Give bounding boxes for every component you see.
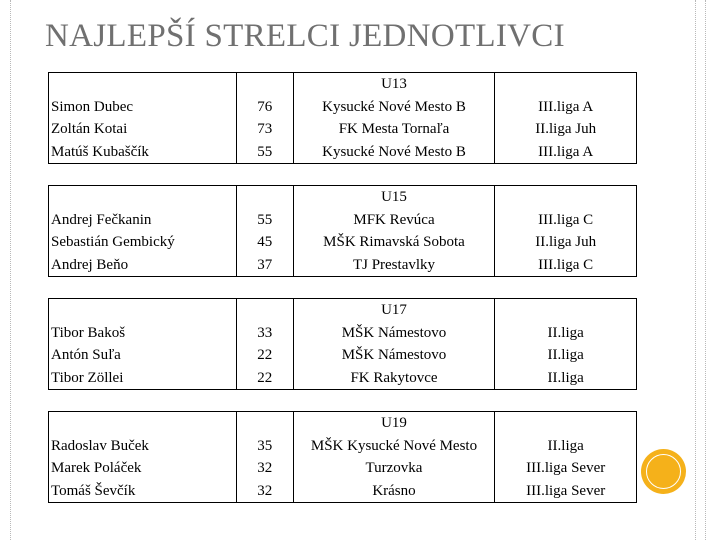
player-goals: 37 [257,256,273,273]
player-name: Tomáš Ševčík [51,482,136,499]
player-club: FK Mesta Tornaľa [338,121,450,137]
category-label: U19 [381,415,407,431]
player-name: Andrej Fečkanin [51,211,152,228]
player-goals: 35 [257,437,273,454]
player-goals: 55 [257,143,273,160]
category-label: U15 [381,189,407,205]
player-name: Simon Dubec [51,98,134,115]
cell-spacer [237,299,293,322]
player-league: II.liga [547,324,584,341]
player-club: Kysucké Nové Mesto B [322,98,466,115]
player-club: MFK Revúca [353,211,435,228]
scorer-table-u17 [48,298,637,390]
player-league: III.liga Sever [526,482,606,499]
player-goals: 32 [257,460,273,476]
player-goals: 22 [257,369,273,386]
clubs-cell [293,186,495,277]
player-club: Kysucké Nové Mesto B [322,143,466,160]
slide-border-left [10,0,11,540]
names-cell [49,73,237,164]
player-goals: 22 [257,347,273,363]
names-cell [49,299,237,390]
cell-spacer [51,299,236,322]
player-name: Tibor Zöllei [51,369,124,386]
cell-spacer [495,412,636,435]
page-title: NAJLEPŠÍ STRELCI JEDNOTLIVCI [45,18,565,54]
category-label: U17 [381,302,407,318]
cell-spacer [237,186,293,209]
slide-border-right [695,0,696,540]
clubs-cell [293,299,495,390]
cell-spacer [51,186,236,209]
cell-spacer [495,299,636,322]
player-league: II.liga Juh [535,234,597,250]
cell-spacer [51,73,236,96]
player-name: Tibor Bakoš [51,324,126,341]
goals-cell [236,186,293,277]
clubs-cell [293,412,495,503]
cell-spacer [51,412,236,435]
cell-spacer [495,186,636,209]
names-cell [49,412,237,503]
player-club: Turzovka [365,460,423,476]
slide-border-right-outer [705,0,706,540]
player-club: MŠK Kysucké Nové Mesto [310,437,478,454]
goals-cell [236,412,293,503]
player-name: Matúš Kubaščík [51,143,149,160]
cell-spacer [237,412,293,435]
player-goals: 32 [257,482,273,499]
leagues-cell [495,73,637,164]
player-club: MŠK Rimavská Sobota [323,234,465,250]
player-league: III.liga A [538,143,594,160]
table-row [49,73,637,164]
player-name: Radoslav Buček [51,437,149,454]
player-goals: 76 [257,98,273,115]
player-league: III.liga A [538,98,594,115]
clubs-cell [293,73,495,164]
player-league: III.liga Sever [526,460,606,476]
player-goals: 73 [257,121,273,137]
player-league: II.liga Juh [535,121,597,137]
cell-spacer [495,73,636,96]
player-name: Marek Poláček [51,460,142,476]
scorer-table-u13 [48,72,637,164]
player-league: II.liga [547,437,584,454]
player-club: MŠK Námestovo [341,324,447,341]
player-goals: 45 [257,234,273,250]
player-league: III.liga C [538,256,594,273]
leagues-cell [495,412,637,503]
table-row [49,299,637,390]
player-name: Zoltán Kotai [51,121,128,137]
player-club: Krásno [372,482,416,499]
player-name: Sebastián Gembický [51,234,175,250]
player-name: Antón Suľa [51,347,121,363]
cell-spacer [237,73,293,96]
leagues-cell [495,299,637,390]
goals-cell [236,299,293,390]
table-row [49,412,637,503]
scorer-table-u15 [48,185,637,277]
leagues-cell [495,186,637,277]
decorative-ring [646,454,681,489]
goals-cell [236,73,293,164]
player-goals: 55 [257,211,273,228]
scorer-table-u19 [48,411,637,503]
player-league: III.liga C [538,211,594,228]
names-cell [49,186,237,277]
player-club: TJ Prestavlky [352,256,436,273]
player-league: II.liga [547,347,584,363]
player-club: FK Rakytovce [350,369,438,386]
table-row [49,186,637,277]
category-label: U13 [381,76,407,92]
player-club: MŠK Námestovo [341,347,447,363]
player-league: II.liga [547,369,584,386]
player-name: Andrej Beňo [51,256,129,273]
player-goals: 33 [257,324,273,341]
